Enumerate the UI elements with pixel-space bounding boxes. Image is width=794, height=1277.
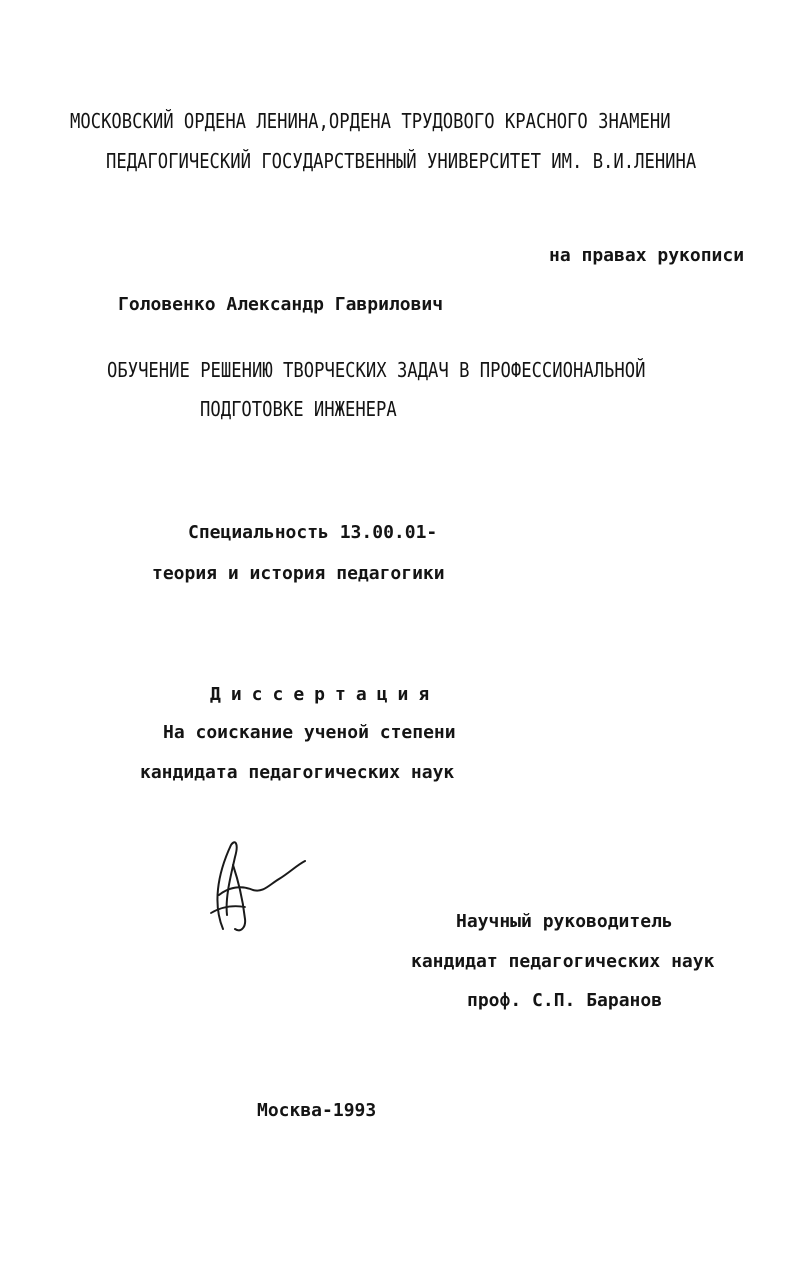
institution-line-1: МОСКОВСКИЙ ОРДЕНА ЛЕНИНА,ОРДЕНА ТРУДОВОГО КРАСНОГО ЗНАМЕНИ (70, 109, 671, 133)
supervisor-role: Научный руководитель (456, 911, 673, 932)
author-name: Головенко Александр Гаврилович (118, 294, 444, 315)
thesis-title-line-2: ПОДГОТОВКЕ ИНЖЕНЕРА (200, 397, 397, 421)
place-and-year: Москва-1993 (257, 1100, 377, 1121)
document-type-heading: Диссертация (210, 684, 440, 705)
manuscript-note: на правах рукописи (549, 245, 745, 266)
degree-line-1: На соискание ученой степени (163, 722, 456, 743)
thesis-title-line-1: ОБУЧЕНИЕ РЕШЕНИЮ ТВОРЧЕСКИХ ЗАДАЧ В ПРОФЕССИОНАЛЬНОЙ (107, 358, 646, 382)
specialty-name: теория и история педагогики (152, 563, 445, 584)
institution-line-2: ПЕДАГОГИЧЕСКИЙ ГОСУДАРСТВЕННЫЙ УНИВЕРСИТЕТ ИМ. В.И.ЛЕНИНА (106, 149, 697, 173)
specialty-code: Специальность 13.00.01- (188, 522, 438, 543)
signature-mark (205, 835, 315, 940)
degree-line-2: кандидата педагогических наук (140, 762, 455, 783)
supervisor-name: проф. С.П. Баранов (467, 990, 663, 1011)
supervisor-degree: кандидат педагогических наук (411, 951, 715, 972)
